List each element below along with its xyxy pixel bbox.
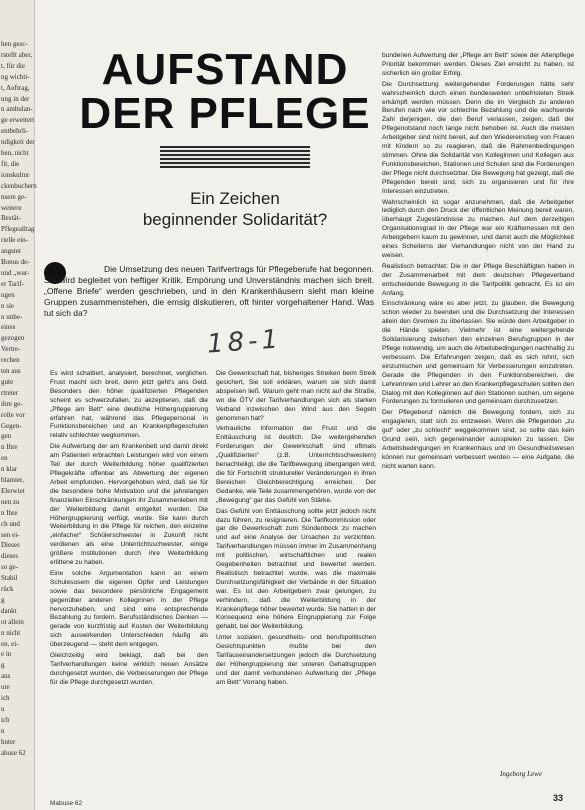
- gutter-fragment: dieses: [1, 552, 19, 561]
- subtitle: [110, 188, 360, 230]
- gutter-fragment: ben, nicht: [1, 149, 29, 157]
- gutter-fragment: ute: [1, 683, 10, 692]
- subtitle-line-2: beginnender Solidarität?: [142, 210, 328, 229]
- gutter-fragment: Vertre-: [1, 345, 21, 354]
- gutter-fragment: ihre ge-: [1, 399, 23, 408]
- gutter-fragment: ionskultur: [1, 170, 30, 179]
- gutter-fragment: er Tarif-: [1, 279, 24, 288]
- column-3: [382, 52, 574, 765]
- gutter-fragment: Dieses: [1, 541, 20, 550]
- gutter-fragment: n sie: [1, 301, 15, 310]
- gutter-fragment: blamier,: [1, 476, 24, 484]
- gutter-fragment: rolle vor: [1, 410, 25, 419]
- page-number: 33: [553, 793, 564, 803]
- gutter-fragment: e in: [1, 650, 12, 659]
- gutter-fragment: Pflegealltag: [1, 225, 35, 234]
- col1-paragraph: Die Aufwertung der am Krankenbett und damit direkt am Patienten erbrachten Leistungen wird von einem Teil der durch Weiterbildung höher qualifizierten Pflegekräfte offenbar als Abwertung der eigenen Arbeit empfunden. Hervorgehoben wird, daß sie für die besondere hohe Motivation und die jahrelangen finanziellen Einschränkungen ihr Zusammenleben mit der Weiterbildung damit entgeltet wurden. Die Höhergruppierung verfügt, wurde. Sie kann durch Weiterbildung in die Pflege für reichen, den einzelne „einfacher“ Schülerschwester in Zukunft nicht verdienen als eine Unterrichtsschwester, einige größere Institutionen durch ihre Weiterbildung erlittene zu haben.: [50, 443, 208, 567]
- gutter-fragment: hnter: [1, 737, 16, 746]
- gutter-fragment: n ambulan-: [1, 105, 33, 114]
- gutter-fragment: t, Auftrag,: [1, 83, 30, 92]
- intro-paragraph: [44, 264, 374, 319]
- gutter-fragment: abuse 62: [1, 748, 26, 757]
- subtitle-line-1: Ein Zeichen: [190, 189, 280, 208]
- gutter-fragment: ot allein: [1, 617, 24, 626]
- gutter-fragment: ans: [1, 672, 11, 681]
- column-1: [50, 370, 208, 788]
- col3-paragraph: bundenen Aufwertung der „Pflege am Bett“ sowie der Altenpflege Priorität bekommen werden. Dieses Ziel erreicht zu haben, ist sicherlich ein großer Erfolg.: [382, 52, 574, 77]
- gutter-fragment: gezogen: [1, 334, 25, 343]
- gutter-fragment: rstellt aber,: [1, 50, 33, 59]
- col3-paragraph: Die Durchsetzung weitergehender Forderungen hätte sehr wahrscheinlich durch einen bundesweiten unbefristeten Streik erkämpft werden müssen. Denn die im Vergleich zu anderen Berufen nach wie vor schlechte Bezahlung und die wachsende Zahl derjenigen, die den Beruf verlassen, zeigen, daß der Pflegenotstand noch lange nicht behoben ist. Auch die meisten Arbeitgeber sind nicht bereit, auf den Wiedereinstieg von Frauen mit Kindern so zu reagieren, daß die Rahmenbedingungen stimmen. Ohne die Solidarität von Kolleginnen und Kollegen aus Funktionsbereichen, Stationen und Schulen sind die Forderungen der Pflege nicht durchsetzbar. Die Bewegung hat gezeigt, daß die Pflegenden bereit sind, sich zu organisieren und für ihre Interessen einzutreten.: [382, 80, 574, 195]
- gutter-fragment: gen: [1, 432, 12, 441]
- handwritten-note: 18-1: [206, 324, 283, 360]
- gutter-fragment: rielle ein-: [1, 236, 29, 245]
- gutter-fragment: sen ei-: [1, 530, 20, 539]
- gutter-fragment: weitere: [1, 203, 22, 212]
- gutter-fragment: ung in der: [1, 94, 30, 103]
- gutter-fragment: hen gesc-: [1, 40, 28, 48]
- gutter-fragment: so ge-: [1, 563, 18, 572]
- gutter-fragment: rechen: [1, 356, 20, 365]
- author-signature: Ingeborg Lewe: [500, 770, 542, 778]
- previous-page-gutter: [0, 0, 35, 810]
- gutter-fragment: Bonus de-: [1, 258, 30, 266]
- gutter-fragment: ch und: [1, 519, 20, 528]
- gutter-fragment: rück: [1, 585, 14, 593]
- gutter-fragment: Bestät-: [1, 214, 21, 223]
- gutter-fragment: n: [1, 726, 5, 735]
- gutter-fragment: u: [1, 704, 5, 713]
- col3-paragraph: Der Pflegeberuf nämlich die Bewegung fordern, sich zu engagieren, statt sich zu entzweien. Wenn die Pflegenden „zu gut“ oder „zu schlecht“ weggekommen sind, so sollte das kein Grund sein, sich gegeneinander ausspielen zu lassen. Die Arbeitsbedingungen im Krankenhaus und im Gesundheitswesen können nur gemeinsam verbessert werden — eine Aufgabe, die nicht warten kann.: [382, 409, 574, 470]
- gutter-fragment: Stabil: [1, 574, 18, 583]
- gutter-fragment: n klar: [1, 465, 18, 474]
- col1-paragraph: Es wird schattiert, analysiert, berechnet, verglichen. Frust macht sich breit, denn jetzt geht's ans Geld. Besonders den höher qualifizierten Pflegenden scheint es schwerzufallen, zu akzeptieren, daß die „Pflege am Bett“ eine deutliche Höhergruppierung erfahren hat, während das Pflegepersonal in Funktionsbereichen und an Krankenpflegeschulen relativ schlechter wegkommen.: [50, 370, 208, 440]
- gutter-fragment: t, für die: [1, 61, 25, 70]
- col2-paragraph: Vertrauliche Information der Frust und die Enttäuschung ist deutlich. Die weitergehenden Forderungen der Gewerkschaft sind oftmals „Qualifizierten“ (z.B. Unterrichtsschwestern) benachteiligt, die die Tarifbewegung übergangen wird, die für Fortschritt struktureller Veränderungen in ihren Bereichen Gleichberechtigung erreichen. Der Gedanke, wie Teile zusammengehören, wurde von der „Bewegung“ gar das Gefühl von Stärke.: [216, 425, 376, 504]
- gutter-fragment: en: [1, 454, 8, 463]
- magazine-issue-footer: Mabuse 62: [50, 800, 83, 807]
- gutter-fragment: eines: [1, 323, 16, 332]
- col2-paragraph: Die Gewerkschaft hat, bisheriges Streiken beim Streik gesichert, Sie soll erklären, warum sie sich damit abspeisen ließ. Warum geht man nicht auf die Straße, wo die ÖTV der Tarifverhandlungen sich als starken Verband inzwischen den Wind aus den Segeln genommen hat?: [216, 370, 376, 422]
- gutter-fragment: Gegen-: [1, 421, 22, 430]
- gutter-fragment: n Ihre: [1, 443, 18, 452]
- gutter-fragment: ich: [1, 715, 10, 724]
- intro-text: Die Umsetzung des neuen Tarifvertrags für Pflegeberufe hat begonnen. Sie wird begleitet von heftiger Kritik. Empörung und Unverständnis machen sich breit. „Offene Briefe“ werden geschrieben, und in den Krankenhäusern sieht man kleine Gruppen zusammenstehen, die emsig diskutieren, oft hinter vorgehaltener Hand. Was tut sich da?: [44, 264, 374, 318]
- gutter-fragment: g: [1, 661, 5, 670]
- col1-paragraph: Gleichzeitig wird beklagt, daß bei den Tarifverhandlungen keine wirklich neuen Ansätze durchgesetzt wurden, die Verbesserungen der Pflege für die Pflege durchgesetzt wurden.: [50, 652, 208, 686]
- gutter-fragment: entbehrli-: [1, 127, 29, 136]
- gutter-fragment: und „wur-: [1, 268, 30, 277]
- gutter-fragment: ich: [1, 694, 10, 702]
- gutter-fragment: n unbe-: [1, 312, 23, 321]
- col2-paragraph: Das Gefühl von Enttäuschung sollte jetzt jedoch nicht dazu führen, zu resignieren. Die Tarifkommission oder gar die Gewerkschaft zum Sündenbock zu machen und auf eine Analyse der Ursachen zu verzichten. Tarifverhandlungen müssen immer im Zusammenhang mit politischen, wirtschaftlichen und realen Gegebenheiten betrachtet und bewertet werden. Realistisch betrachtet wurde, was die maximale Durchsetzungsfähigkeit der Verbände in der Situation war. Es ist den Arbeitgebern zwar gelungen, zu verhindern, daß die Weiterbildung in der Krankenpflege höher bewertet wurde. Sie hatten in der Konsequenz eine höhere Eingruppierung zur Folge gehabt, bei der Weiterbildung.: [216, 507, 376, 631]
- gutter-fragment: nsere ge-: [1, 192, 27, 201]
- gutter-fragment: dankt: [1, 606, 17, 615]
- gutter-fragment: gute: [1, 377, 14, 386]
- gutter-fragment: ge erweitert: [1, 116, 35, 125]
- gutter-fragment: Elerwiet: [1, 486, 25, 495]
- gutter-fragment: ten aus: [1, 367, 21, 375]
- column-2: [216, 370, 376, 788]
- gutter-fragment: n nicht: [1, 628, 21, 637]
- headline: [75, 45, 375, 138]
- col3-paragraph: Realistisch betrachtet: Die in der Pflege Beschäftigten haben in der Zusammenarbeit mit dem deutschen Pflegeverband entscheidende Bewegung in die Tarifpolitik gebracht. Es ist ein Anfang.: [382, 262, 574, 297]
- gutter-fragment: ng wichti-: [1, 72, 30, 81]
- col1-paragraph: Eine solche Argumentation kann an einem Schulesosem die eigenen Opfer und Leistungen sowie das besondere persönliche Engagement gegenüber anderen Kolleginnen in der Pflege hervorzuheben, und sind eine entsprechende Bezahlung zu fordern. Berufsständisches Denken — gerade von kurzfristig auf Kosten der Weiterbildung sich auswirkenden Unterschieden häufig als überzeugend — steht dem entgegen.: [50, 569, 208, 649]
- gutter-fragment: rtreter: [1, 388, 19, 397]
- gutter-fragment: g: [1, 595, 5, 604]
- gutter-fragment: en, ei-: [1, 639, 19, 648]
- redacted-bar: [160, 146, 310, 168]
- gutter-fragment: ngen: [1, 290, 15, 299]
- gutter-fragment: ckenbuchern: [1, 181, 37, 190]
- headline-line-2: DER PFLEGE: [79, 89, 371, 138]
- gutter-fragment: n Ihre: [1, 508, 18, 517]
- gutter-fragment: ndigkeit der: [1, 138, 35, 147]
- col3-paragraph: Einschränkung wäre es aber jetzt, zu glauben, die Bewegung schon wieder zu beenden und die Durchsetzung der Interessen allein den Gremien zu überlassen. Sie würde dem Arbeitgeber in die Hände spielen. Vielmehr ist eine weitergehende Solidarisierung zwischen den einzelnen Berufsgruppen in der Pflege notwendig, um auch die Arbeitsbedingungen nachhaltig zu verbessern. Die Erfahrungen zeigen, daß es sich lohnt, sich einzumischen und gemeinsam für Verbesserungen einzutreten. Gerade die Pflegenden in den Funktionsbereichen, die Lehrerinnen und Lehrer an den Krankenpflegeschulen sollten den Dialog mit den Kolleginnen auf den Stationen suchen, um eigene Forderungen zu formulieren und gemeinsam durchzusetzen.: [382, 300, 574, 406]
- col2-paragraph: Unter sozialen, gesundheits- und berufspolitischen Gesichtspunkten mußte bei den Tarifauseinandersetzungen jedoch die Durchsetzung der Höhergruppierung der unteren Gehaltsgruppen und der damit verbundenen Aufwertung der „Pflege am Bett“ Vorrang haben.: [216, 634, 376, 686]
- headline-line-1: AUFSTAND: [101, 45, 349, 94]
- gutter-fragment: fit, die: [1, 159, 20, 168]
- gutter-fragment: nen zu: [1, 497, 20, 506]
- gutter-fragment: angstet: [1, 247, 21, 256]
- col3-paragraph: Wahrscheinlich ist sogar anzunehmen, daß die Arbeitgeber lediglich durch den Druck der öffentlichen Meinung bereit waren, überhaupt Zugeständnisse zu machen. Auf dem derzeitigen Organisationsgrad in der Pflege war ein Kräftemessen mit den Arbeitgebern kaum zu gewinnen, und damit auch die Möglichkeit eines Scheiterns der Verhandlungen nicht von der Hand zu weisen.: [382, 198, 574, 259]
